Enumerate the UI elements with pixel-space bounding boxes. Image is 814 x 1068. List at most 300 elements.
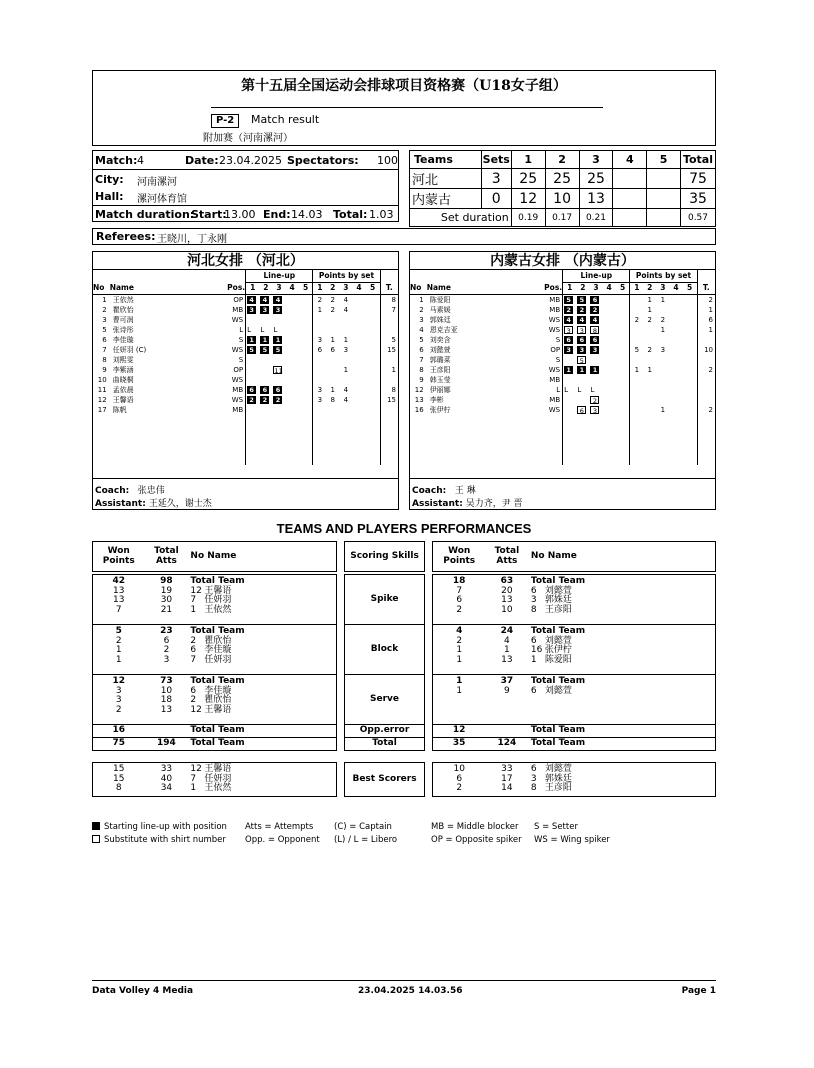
player-number: 3 xyxy=(102,315,107,324)
home-team: 河北 xyxy=(410,169,482,189)
best-scorers-row xyxy=(93,763,716,797)
player-name: 曹可润 xyxy=(112,315,134,324)
lineup-set-3 xyxy=(272,335,285,345)
referees-box xyxy=(92,228,716,245)
score-row-away xyxy=(410,189,716,209)
player-row xyxy=(410,365,715,375)
player-total-points: 15 xyxy=(380,345,398,355)
points-set-2: 2 xyxy=(330,305,335,314)
lineup-set-3 xyxy=(589,375,602,385)
player-position: OP xyxy=(233,365,244,374)
points-set-2: 1 xyxy=(647,295,652,304)
player-position: S xyxy=(555,355,561,364)
right-name-header: Name xyxy=(427,282,530,294)
player-position: WS xyxy=(548,405,561,414)
lineup-set-4 xyxy=(286,405,299,415)
right-lineup-col-2: 2 xyxy=(576,282,589,294)
set-4-duration xyxy=(613,209,647,227)
lineup-set-1 xyxy=(563,385,577,395)
lineup-set-5 xyxy=(616,345,630,355)
legend-col3-1: (L) / L = Libero xyxy=(334,835,398,845)
start-label: Start: xyxy=(191,208,227,221)
opp-error-row-right-won: 12 xyxy=(433,725,485,738)
right-won-point-value: 18 xyxy=(452,576,466,586)
lineup-set-5 xyxy=(616,325,630,335)
lineup-set-1 xyxy=(563,355,577,365)
best-left-player-value xyxy=(190,784,333,794)
best-right-won-point-value: 6 xyxy=(456,773,463,784)
player-number: 2 xyxy=(102,305,107,314)
points-set-1 xyxy=(630,305,643,315)
total-atts-header: Total Atts xyxy=(144,542,188,572)
left-pts-col-1: 1 xyxy=(313,282,326,294)
points-set-5 xyxy=(683,305,697,315)
points-set-1: 1 xyxy=(630,365,643,375)
starting-position-box: 5 xyxy=(564,296,573,304)
player-name: 瞿欣怡 xyxy=(204,635,232,646)
player-name: 刘懿萱 xyxy=(544,764,572,774)
left-pts-col-2: 2 xyxy=(326,282,339,294)
lineup-set-5 xyxy=(299,315,313,325)
legend-col1-0: Starting line-up with position xyxy=(104,822,227,832)
points-set-4 xyxy=(669,294,682,305)
hall-value: 漯河体育馆 xyxy=(137,194,187,205)
away-set-4 xyxy=(613,189,647,209)
sets-header: Sets xyxy=(481,151,511,169)
substitute-number-box: 5 xyxy=(577,356,586,364)
points-set-2 xyxy=(643,335,656,345)
player-number: 1 xyxy=(419,295,424,304)
points-set-3 xyxy=(339,315,352,325)
player-position: OP xyxy=(233,295,244,304)
lineup-set-1 xyxy=(246,335,260,345)
document-name: Match result xyxy=(251,113,320,126)
player-row xyxy=(410,335,715,345)
away-set-3: 13 xyxy=(579,189,613,209)
points-set-3: 4 xyxy=(343,305,349,314)
right-total-att-value: 37 xyxy=(500,676,514,686)
set-5-duration xyxy=(647,209,681,227)
player-number: 2 xyxy=(190,635,197,646)
points-set-3: 1 xyxy=(660,405,666,414)
lineup-set-4 xyxy=(603,365,616,375)
lineup-set-5 xyxy=(616,315,630,325)
points-set-4 xyxy=(352,315,365,325)
player-position: S xyxy=(238,355,244,364)
lineup-set-3 xyxy=(272,385,285,395)
match-number: 4 xyxy=(137,154,144,167)
lineup-set-4 xyxy=(286,305,299,315)
player-number: 3 xyxy=(419,315,424,324)
points-set-5 xyxy=(366,345,380,355)
player-number: 6 xyxy=(530,685,537,696)
player-position: MB xyxy=(549,305,561,314)
starting-position-box: 4 xyxy=(577,316,586,324)
gap xyxy=(336,542,344,572)
player-total-points: 7 xyxy=(380,305,398,315)
performance-header xyxy=(93,542,716,572)
player-row xyxy=(410,355,715,365)
player-number: 6 xyxy=(190,685,197,696)
starting-position-box: 3 xyxy=(273,306,282,314)
points-set-1 xyxy=(630,385,643,395)
total-row-left-won: 75 xyxy=(93,738,145,751)
player-total-points: 8 xyxy=(380,385,398,395)
date-label: Date: xyxy=(185,154,219,167)
best-left-won-point-value: 15 xyxy=(113,773,125,784)
player-name: 刘懿萱 xyxy=(544,585,572,596)
lineup-set-4 xyxy=(603,345,616,355)
lineup-set-4 xyxy=(286,355,299,365)
right-won-point-value: 2 xyxy=(456,635,463,646)
set-2-header: 2 xyxy=(545,151,579,169)
left-pts-col-4: 4 xyxy=(352,282,365,294)
player-number: 7 xyxy=(102,345,107,354)
total-atts-header-right: Total Atts xyxy=(485,542,529,572)
player-number: 3 xyxy=(530,595,537,605)
points-set-2: 1 xyxy=(647,305,652,314)
points-set-2 xyxy=(643,375,656,385)
player-name: 恩克吉亚 xyxy=(429,325,458,334)
points-set-4 xyxy=(669,305,682,315)
total-row xyxy=(93,738,716,751)
gap xyxy=(425,542,433,572)
right-won-point-value: 7 xyxy=(456,585,463,596)
left-players xyxy=(188,675,336,725)
player-total-points: 10 xyxy=(697,345,715,355)
performance-heading: TEAMS AND PLAYERS PERFORMANCES xyxy=(276,521,532,536)
lineup-set-2 xyxy=(576,365,589,375)
starting-position-box: 2 xyxy=(564,306,573,314)
starting-position-box: 4 xyxy=(273,296,282,304)
lineup-set-3 xyxy=(272,305,285,315)
lineup-set-1 xyxy=(246,405,260,415)
left-group-header xyxy=(93,270,398,282)
player-position: MB xyxy=(232,385,244,394)
player-row xyxy=(93,294,398,305)
right-player-value xyxy=(531,687,713,697)
player-name: 李佳璇 xyxy=(204,645,232,655)
starting-position-box: 4 xyxy=(260,296,269,304)
player-total-points xyxy=(697,395,715,405)
points-set-2: 1 xyxy=(330,385,335,394)
away-team: 内蒙古 xyxy=(410,189,482,209)
points-set-5 xyxy=(366,365,380,375)
player-name: 任妍羽 xyxy=(204,595,232,605)
player-name: 陈帆 xyxy=(112,405,127,414)
player-name: 曲晓桐 xyxy=(112,375,134,384)
lineup-set-2 xyxy=(259,355,272,365)
right-coach-divider xyxy=(410,478,715,479)
opp-error-row-right-atts xyxy=(485,725,529,738)
set-1-duration: 0.19 xyxy=(511,209,545,227)
lineup-set-2 xyxy=(259,335,272,345)
legend-col2-1: Opp. = Opponent xyxy=(245,835,320,845)
points-set-5 xyxy=(366,375,380,385)
total-row-right-atts: 124 xyxy=(485,738,529,751)
player-position: MB xyxy=(549,295,561,304)
right-no-header: No xyxy=(410,282,427,294)
points-set-5 xyxy=(683,365,697,375)
lineup-set-1 xyxy=(246,325,260,335)
player-position: WS xyxy=(231,345,244,354)
player-row xyxy=(93,305,398,315)
points-set-5 xyxy=(366,405,380,415)
opp-error-row xyxy=(93,725,716,738)
player-number: 1 xyxy=(190,604,197,615)
points-set-3: 2 xyxy=(660,315,666,324)
points-set-2 xyxy=(326,375,339,385)
right-coach xyxy=(412,483,476,496)
player-row xyxy=(93,365,398,375)
lineup-set-3 xyxy=(272,405,285,415)
lineup-set-3 xyxy=(589,395,602,405)
right-coach-name: 王 琳 xyxy=(454,486,476,496)
total-team-label: Total Team xyxy=(530,576,586,586)
substitute-number-box: 3 xyxy=(577,326,586,334)
left-won-point-value: 1 xyxy=(115,654,122,665)
right-players xyxy=(529,575,716,625)
left-won-point-value: 13 xyxy=(113,585,125,596)
player-total-points: 6 xyxy=(697,315,715,325)
points-set-4 xyxy=(669,385,682,395)
left-won-points xyxy=(93,675,145,725)
footer-software: Data Volley 4 Media xyxy=(92,986,194,996)
player-number: 8 xyxy=(530,783,537,793)
left-lineup-col-3: 3 xyxy=(272,282,285,294)
player-total-points: 5 xyxy=(380,335,398,345)
right-won-point-value: 4 xyxy=(456,626,463,636)
left-total-att-value: 13 xyxy=(160,704,173,715)
right-pts-col-3: 3 xyxy=(656,282,669,294)
left-total-att-value: 3 xyxy=(163,654,170,665)
points-set-1 xyxy=(313,405,326,415)
left-won-point-value: 7 xyxy=(115,604,122,615)
best-left-total-att-value: 40 xyxy=(160,773,173,784)
lineup-set-3 xyxy=(589,385,602,395)
left-total-att-value: 10 xyxy=(160,685,173,696)
points-set-2: 8 xyxy=(330,395,335,404)
left-pts-col-3: 3 xyxy=(339,282,352,294)
lineup-set-3 xyxy=(272,315,285,325)
lineup-set-5 xyxy=(616,365,630,375)
libero-mark: L xyxy=(564,385,569,394)
lineup-set-3 xyxy=(272,355,285,365)
player-total-points: 15 xyxy=(380,395,398,405)
player-position: L xyxy=(556,385,561,394)
player-name: 李佳璇 xyxy=(112,335,134,344)
left-t-header: T. xyxy=(380,282,398,294)
right-total-att-value: 20 xyxy=(501,585,513,596)
left-total-atts xyxy=(144,575,188,625)
lineup-set-4 xyxy=(603,325,616,335)
player-name: 李彬 xyxy=(429,395,444,404)
best-right-total-att-value: 33 xyxy=(501,764,513,774)
lineup-set-5 xyxy=(616,375,630,385)
substitute-number-box: 8 xyxy=(590,326,599,334)
lineup-set-2 xyxy=(259,405,272,415)
points-set-3: 4 xyxy=(343,395,349,404)
no-name-header-right: No Name xyxy=(529,542,716,572)
player-total-points: 8 xyxy=(380,294,398,305)
left-total-att-value: 23 xyxy=(160,626,173,636)
left-lineup-col-4: 4 xyxy=(286,282,299,294)
points-set-1: 6 xyxy=(313,345,326,355)
points-set-5 xyxy=(366,305,380,315)
lineup-set-2 xyxy=(259,395,272,405)
left-coach-label: Coach: xyxy=(95,486,130,496)
right-won-points xyxy=(433,575,485,625)
best-right-player-value xyxy=(531,784,713,794)
player-name: 刘懿萱 xyxy=(429,345,451,354)
right-pts-col-4: 4 xyxy=(669,282,682,294)
player-number: 12 xyxy=(414,385,424,394)
filled-square-icon xyxy=(92,822,100,830)
right-lineup-col-4: 4 xyxy=(603,282,616,294)
player-name: 王依然 xyxy=(204,604,232,615)
lineup-set-2 xyxy=(576,294,589,305)
match-info-box xyxy=(92,150,399,222)
right-total-att-value: 10 xyxy=(501,604,513,615)
points-set-1: 2 xyxy=(313,294,326,305)
right-column-header xyxy=(410,282,715,294)
player-position: WS xyxy=(548,315,561,324)
set-3-header: 3 xyxy=(579,151,613,169)
left-won-point-value: 3 xyxy=(115,695,122,705)
player-total-points: 1 xyxy=(380,365,398,375)
starting-position-box: 4 xyxy=(564,316,573,324)
starting-position-box: 1 xyxy=(564,366,573,374)
player-row xyxy=(93,385,398,395)
player-position: MB xyxy=(232,405,244,414)
points-set-1: 1 xyxy=(313,305,326,315)
player-name: 任妍羽 (C) xyxy=(112,345,147,354)
player-row xyxy=(93,315,398,325)
lineup-set-3 xyxy=(589,325,602,335)
points-set-3 xyxy=(656,355,669,365)
left-pos-header: Pos. xyxy=(212,282,245,294)
player-name: 任妍羽 xyxy=(204,773,232,784)
left-coach xyxy=(95,483,165,496)
left-assistant-name: 王延久，谢士杰 xyxy=(148,499,212,509)
player-name: 刘懿萱 xyxy=(544,635,572,646)
lineup-set-4 xyxy=(603,294,616,305)
player-number: 16 xyxy=(414,405,424,414)
lineup-set-3 xyxy=(272,294,285,305)
player-position: WS xyxy=(231,395,244,404)
total-label: Total: xyxy=(333,208,368,221)
left-no-header: No xyxy=(93,282,110,294)
points-set-5 xyxy=(366,395,380,405)
points-set-4 xyxy=(669,405,682,415)
points-set-1: 2 xyxy=(630,315,643,325)
lineup-set-2 xyxy=(576,305,589,315)
lineup-set-5 xyxy=(299,365,313,375)
left-won-point-value: 2 xyxy=(115,704,122,715)
starting-position-box: 5 xyxy=(273,346,282,354)
lineup-set-3 xyxy=(589,405,602,415)
points-set-3 xyxy=(656,335,669,345)
player-number: 7 xyxy=(190,773,197,784)
lineup-set-1 xyxy=(246,355,260,365)
skill-section-spike xyxy=(93,575,716,625)
player-name: 王彦阳 xyxy=(544,783,572,793)
points-set-3: 3 xyxy=(660,345,666,354)
points-set-2 xyxy=(326,325,339,335)
player-total-points xyxy=(380,325,398,335)
player-row xyxy=(93,345,398,355)
player-position: WS xyxy=(548,365,561,374)
right-assistant-label: Assistant: xyxy=(412,499,463,509)
best-left-players xyxy=(188,763,336,797)
starting-position-box: 1 xyxy=(590,366,599,374)
substitute-number-box: 3 xyxy=(590,406,599,414)
home-set-2: 25 xyxy=(545,169,579,189)
starting-position-box: 5 xyxy=(577,296,586,304)
player-total-points xyxy=(697,375,715,385)
points-set-5 xyxy=(683,345,697,355)
player-position: WS xyxy=(231,315,244,324)
points-set-5 xyxy=(683,405,697,415)
lineup-set-4 xyxy=(286,325,299,335)
points-set-4 xyxy=(669,365,682,375)
points-set-1 xyxy=(630,405,643,415)
lineup-set-3 xyxy=(589,335,602,345)
total-duration: 0.57 xyxy=(680,209,715,227)
legend-substitute xyxy=(92,835,226,845)
player-name: 刘熙雯 xyxy=(112,355,134,364)
points-set-2 xyxy=(326,365,339,375)
points-set-3 xyxy=(656,375,669,385)
player-name: 郭姝廷 xyxy=(544,595,572,605)
player-total-points xyxy=(697,385,715,395)
player-name: 马素媛 xyxy=(429,305,451,314)
left-total-att-value: 2 xyxy=(163,645,170,655)
lineup-set-5 xyxy=(299,294,313,305)
player-number: 6 xyxy=(102,335,107,344)
set-5-header: 5 xyxy=(647,151,681,169)
starting-position-box: 2 xyxy=(577,306,586,314)
lineup-set-5 xyxy=(299,375,313,385)
left-total-atts xyxy=(144,625,188,675)
player-total-points xyxy=(380,355,398,365)
lineup-set-3 xyxy=(272,375,285,385)
points-set-2: 2 xyxy=(647,315,652,324)
lineup-set-1 xyxy=(246,294,260,305)
lineup-set-1 xyxy=(246,365,260,375)
total-header: Total xyxy=(680,151,715,169)
player-row xyxy=(93,335,398,345)
player-number: 6 xyxy=(419,345,424,354)
total-value: 1.03 xyxy=(369,208,394,221)
starting-position-box: 1 xyxy=(577,366,586,374)
lineup-set-2 xyxy=(259,294,272,305)
player-name: 任妍羽 xyxy=(204,654,232,665)
lineup-set-1 xyxy=(246,385,260,395)
points-set-5 xyxy=(366,355,380,365)
left-won-point-value: 5 xyxy=(115,626,122,636)
left-won-point-value: 3 xyxy=(115,685,122,696)
player-row xyxy=(93,355,398,365)
set-duration-row xyxy=(410,209,716,227)
points-set-4 xyxy=(669,345,682,355)
libero-mark: L xyxy=(247,325,252,334)
left-total-att-value: 73 xyxy=(160,676,173,686)
left-coach-name: 张忠伟 xyxy=(137,486,165,496)
skill-section-serve xyxy=(93,675,716,725)
starting-position-box: 4 xyxy=(590,316,599,324)
player-number: 8 xyxy=(530,604,537,615)
